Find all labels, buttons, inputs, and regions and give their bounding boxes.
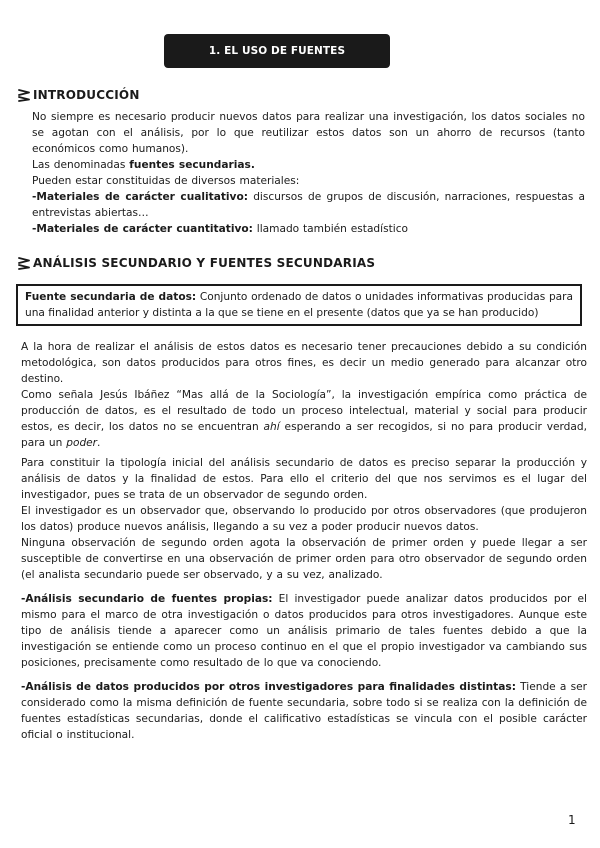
intro-list-item-cualitativo	[32, 189, 585, 221]
intro-paragraph-1: No siempre es necesario producir nuevos datos para realizar una investigación, los datos sociales no se agotan con el análisis, por lo que reutilizar estos datos son un ahorro de recursos (tanto económicos como humanos).	[32, 111, 585, 155]
text-span: discursos de grupos de discusión, narraciones, respuestas a entrevistas abiertas…	[32, 191, 585, 219]
analisis-paragraph-1: A la hora de realizar el análisis de estos datos es necesario tener precauciones debido a su condición metodológica, son datos producidos para otros fines, es decir un medio generado para alcanzar otro destino.	[21, 341, 587, 385]
text-span: Conjunto ordenado de datos o unidades informativas producidas para una finalidad anterior y distinta a la que se tiene en el presente (datos que ya se han producido)	[25, 291, 574, 319]
italic-term: ahí	[263, 421, 280, 433]
bold-term: -Análisis de datos producidos por otros investigadores para finalidades distintas:	[21, 681, 516, 693]
analisis-item-otros-investigadores	[21, 679, 587, 743]
text-span: Las denominadas	[32, 159, 130, 171]
intro-paragraph-3: Pueden estar constituidas de diversos materiales:	[32, 175, 300, 187]
definition-box	[16, 284, 582, 326]
intro-text	[32, 109, 585, 237]
bold-term: Fuente secundaria de datos:	[25, 291, 197, 303]
italic-term: poder	[66, 437, 98, 449]
analisis-item-fuentes-propias	[21, 591, 587, 671]
analisis-paragraph-2	[21, 387, 587, 451]
section-heading-text: INTRODUCCIÓN	[33, 88, 140, 102]
section-heading-text: ANÁLISIS SECUNDARIO Y FUENTES SECUNDARIAS	[33, 256, 376, 270]
text-span: Tiende a ser considerado como la misma definición de fuente secundaria, sobre todo si se realiza con la definición de fuentes estadísticas secundarias, donde el calificativo estadísticas se vincula con el posible carácter oficial o institucional.	[21, 681, 587, 741]
analisis-text	[21, 339, 587, 743]
arrow-bullet-icon	[18, 256, 31, 270]
bold-term: -Análisis secundario de fuentes propias:	[21, 593, 273, 605]
page-number: 1	[568, 813, 576, 827]
analisis-paragraph-3: Para constituir la tipología inicial del análisis secundario de datos es preciso separar la producción y análisis de datos y la finalidad de estos. Para ello el criterio del que nos servimos es el lugar del investigador, pues se trata de un observador de segundo orden.	[21, 457, 587, 501]
text-span: Como señala Jesús Ibáñez “Mas allá de la Sociología”, la investigación empírica como práctica de producción de datos, es el resultado de todo un proceso intelectual, material y social para producir estos, es decir, los datos no se encuentran	[21, 389, 587, 433]
text-span: llamado también estadístico	[252, 223, 409, 235]
text-span: El investigador puede analizar datos producidos por el mismo para el marco de otra investigación o datos producidos para otros investigadores. Aunque este tipo de análisis tiende a aparecer como un análisis primario de tales fuentes debido a que la investigación se entiende como un proceso continuo en el que el propio investigador va cambiando sus posiciones, precisamente como resultado de lo que va conociendo.	[21, 593, 587, 669]
analisis-paragraph-4: El investigador es un observador que, observando lo producido por otros observadores (que produjeron los datos) produce nuevos análisis, llegando a su vez a poder producir nuevos datos.	[21, 505, 587, 533]
bold-term: fuentes secundarias.	[129, 159, 255, 171]
bold-term: -Materiales de carácter cuantitativo:	[32, 223, 253, 235]
intro-paragraph-2	[32, 157, 585, 173]
section-heading-introduccion	[18, 88, 140, 102]
text-span: .	[97, 437, 101, 449]
text-span: esperando a ser recogidos, si no para producir verdad, para un	[21, 421, 587, 449]
page-title: 1. EL USO DE FUENTES SECUNDARIAS	[166, 36, 388, 66]
intro-list-item-cuantitativo	[32, 221, 585, 237]
arrow-bullet-icon	[18, 88, 31, 102]
section-heading-analisis	[18, 256, 375, 270]
analisis-paragraph-5: Ninguna observación de segundo orden agota la observación de primer orden y puede llegar a ser susceptible de convertirse en una observación de primer orden para otro observador de segundo orden (el analista secundario puede ser observado, y a su vez, analizado.	[21, 537, 587, 581]
bold-term: -Materiales de carácter cualitativo:	[32, 191, 248, 203]
